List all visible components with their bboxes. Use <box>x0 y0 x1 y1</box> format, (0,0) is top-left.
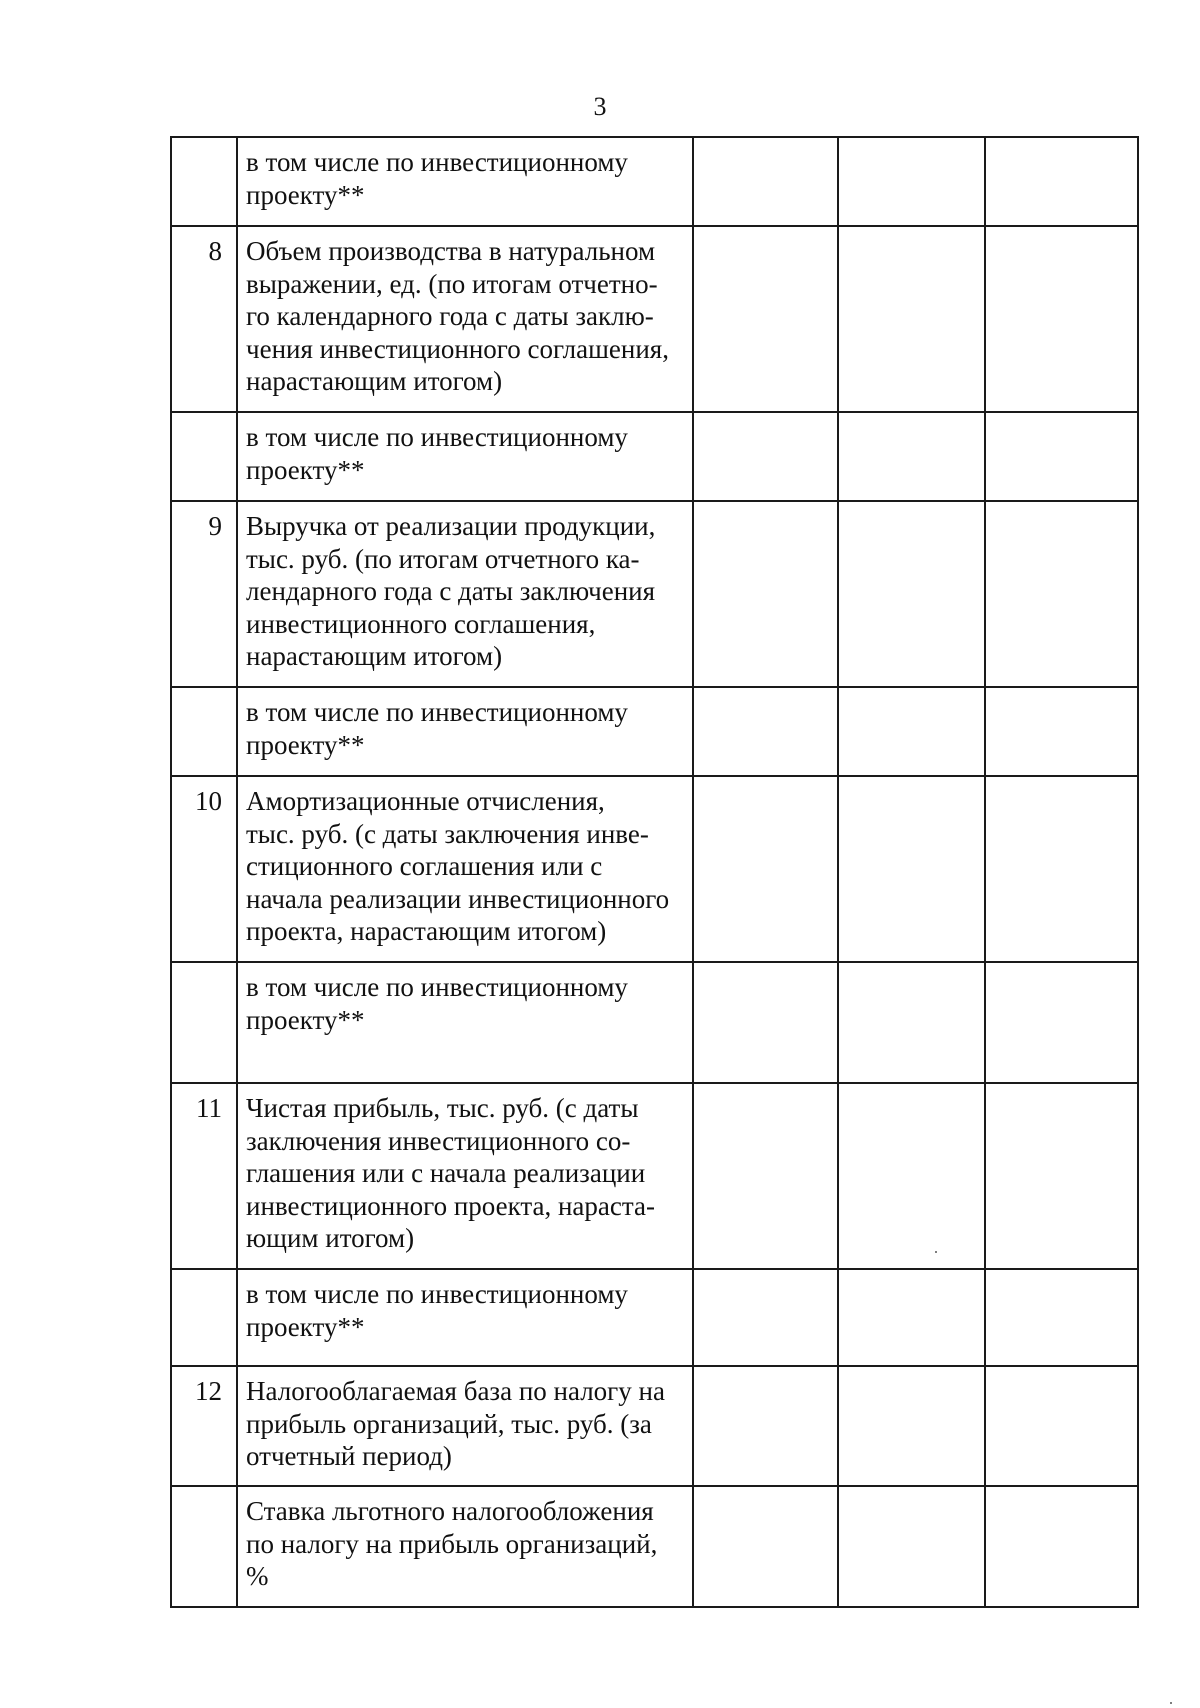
value-cell <box>693 687 838 776</box>
table-row <box>171 1269 1138 1366</box>
value-cell <box>838 1366 985 1486</box>
value-cell <box>838 226 985 412</box>
table-row <box>171 687 1138 776</box>
value-cell <box>838 501 985 687</box>
value-cell <box>693 1083 838 1269</box>
row-description-text: Налогооблагаемая база по налогу на прибыль организаций, тыс. руб. (за отчетный период) <box>246 1376 665 1471</box>
row-description <box>237 137 693 226</box>
value-cell <box>838 776 985 962</box>
table-row <box>171 1366 1138 1486</box>
row-description-text: в том числе по инвестиционному проекту** <box>246 422 628 485</box>
row-description <box>237 687 693 776</box>
table-row <box>171 776 1138 962</box>
row-description-text: в том числе по инвестиционному проекту** <box>246 1279 628 1342</box>
row-number <box>171 962 237 1083</box>
value-cell <box>693 962 838 1083</box>
value-cell <box>693 501 838 687</box>
row-description-text: Объем производства в натуральном выражении, ед. (по итогам отчетно- го календарного года с даты заклю- чения инвестиционного соглашения, нарастающим итогом) <box>246 236 669 396</box>
value-cell <box>693 412 838 501</box>
row-number: 12 <box>171 1366 237 1486</box>
row-description <box>237 1366 693 1486</box>
row-number <box>171 687 237 776</box>
row-number: 8 <box>171 226 237 412</box>
value-cell <box>693 1486 838 1607</box>
row-number <box>171 137 237 226</box>
value-cell <box>985 1486 1138 1607</box>
value-cell <box>838 412 985 501</box>
row-description <box>237 1083 693 1269</box>
value-cell <box>985 1083 1138 1269</box>
value-cell <box>985 1366 1138 1486</box>
row-description-text: в том числе по инвестиционному проекту** <box>246 697 628 760</box>
row-description-text: в том числе по инвестиционному проекту** <box>246 147 628 210</box>
value-cell <box>985 501 1138 687</box>
row-description <box>237 226 693 412</box>
value-cell <box>693 226 838 412</box>
table-row <box>171 137 1138 226</box>
row-description <box>237 1269 693 1366</box>
table-row <box>171 1486 1138 1607</box>
row-description-text: Выручка от реализации продукции, тыс. руб. (по итогам отчетного ка- лендарного года с даты заключения инвестиционного соглашения, нарастающим итогом) <box>246 511 656 671</box>
row-number: 9 <box>171 501 237 687</box>
row-description-text: в том числе по инвестиционному проекту** <box>246 972 628 1035</box>
table-row <box>171 412 1138 501</box>
row-description <box>237 501 693 687</box>
row-description <box>237 962 693 1083</box>
table-row <box>171 1083 1138 1269</box>
value-cell <box>693 1269 838 1366</box>
value-cell <box>838 1269 985 1366</box>
value-cell <box>838 687 985 776</box>
scan-speck <box>1170 1702 1172 1704</box>
value-cell <box>693 1366 838 1486</box>
value-cell <box>985 962 1138 1083</box>
row-number: 10 <box>171 776 237 962</box>
row-number <box>171 1486 237 1607</box>
value-cell <box>838 1083 985 1269</box>
value-cell <box>985 226 1138 412</box>
row-description-text: Чистая прибыль, тыс. руб. (с даты заключения инвестиционного со- глашения или с начала реализации инвестиционного проекта, нараста- ющим итогом) <box>246 1093 655 1253</box>
value-cell <box>693 137 838 226</box>
table-row <box>171 501 1138 687</box>
value-cell <box>985 1269 1138 1366</box>
row-description-text: Ставка льготного налогообложения по налогу на прибыль организаций, % <box>246 1496 658 1591</box>
value-cell <box>838 1486 985 1607</box>
row-number <box>171 412 237 501</box>
table-row <box>171 226 1138 412</box>
value-cell <box>838 137 985 226</box>
row-description <box>237 776 693 962</box>
row-description-text: Амортизационные отчисления, тыс. руб. (с даты заключения инве- стиционного соглашения или с начала реализации инвестиционного проекта, нарастающим итогом) <box>246 786 670 946</box>
value-cell <box>985 137 1138 226</box>
row-description <box>237 1486 693 1607</box>
page-number: 3 <box>593 92 607 121</box>
value-cell <box>985 687 1138 776</box>
table-row <box>171 962 1138 1083</box>
value-cell <box>693 776 838 962</box>
value-cell <box>838 962 985 1083</box>
row-number <box>171 1269 237 1366</box>
row-number: 11 <box>171 1083 237 1269</box>
value-cell <box>985 412 1138 501</box>
row-description <box>237 412 693 501</box>
value-cell <box>985 776 1138 962</box>
indicators-table <box>170 136 1139 1608</box>
scan-speck <box>935 1251 937 1253</box>
